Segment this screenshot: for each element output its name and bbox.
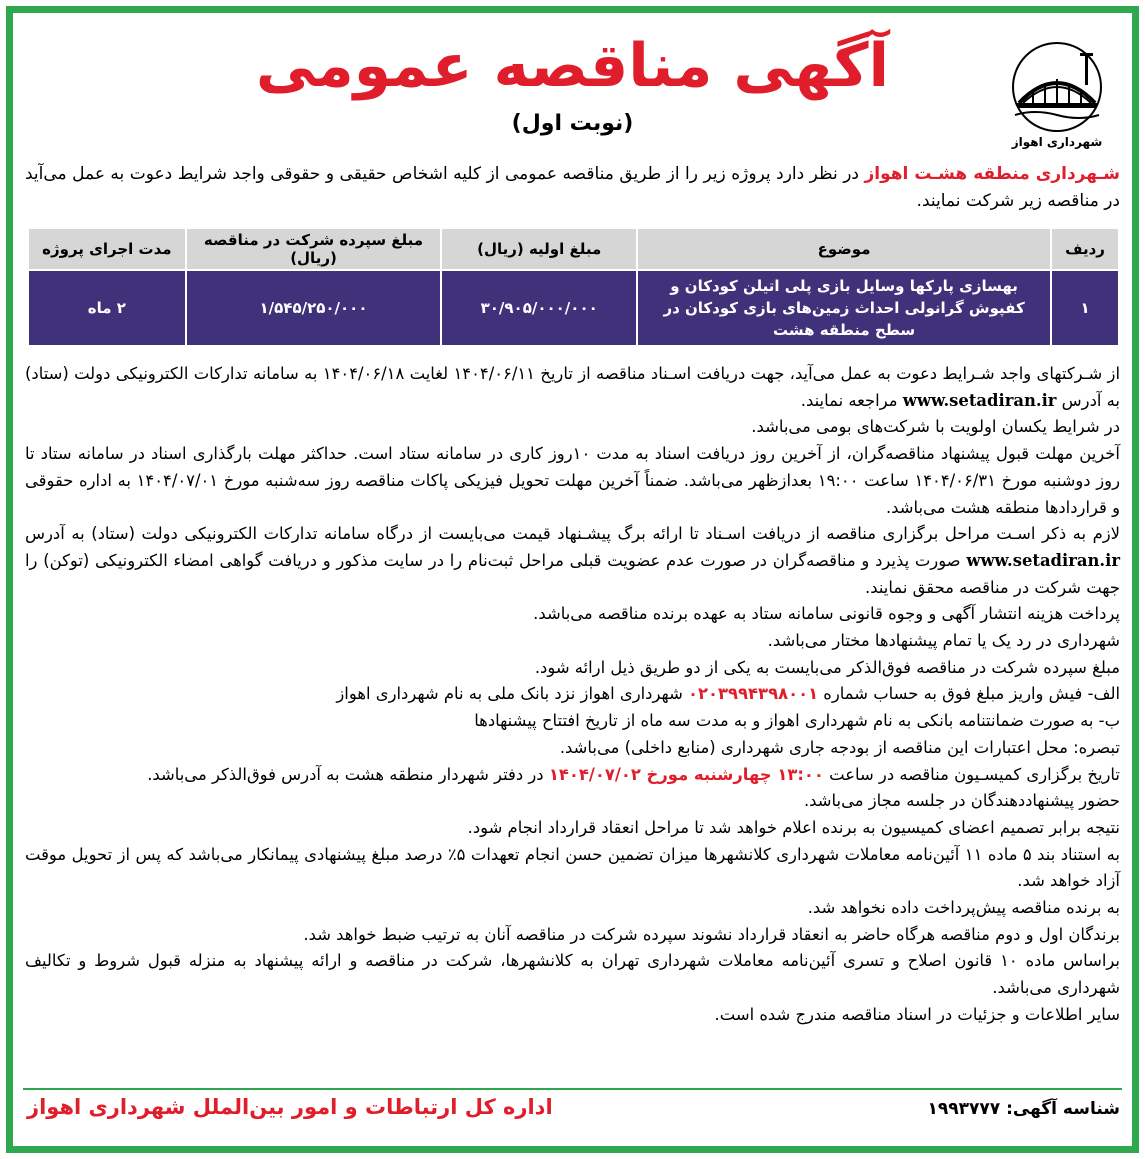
col-index-header: ردیف xyxy=(1051,228,1119,270)
body-paragraph-6: شهرداری در رد یک یا تمام پیشنهادها مختار می‌باشد. xyxy=(767,631,1120,651)
notice-id-label: شناسه آگهی: xyxy=(1000,1099,1120,1119)
cell-duration: ۲ ماه xyxy=(28,270,186,346)
tender-table xyxy=(27,227,1120,347)
body-paragraph-2: در شرایط یکسان اولویت با شرکت‌های بومی می‌باشد. xyxy=(751,417,1120,437)
setad-link-2[interactable]: www.setadiran.ir xyxy=(966,550,1120,570)
p1-text-a: از شـرکتهای واجد شـرایط دعوت به عمل می‌آید، جهت دریافت اسـناد مناقصه از تاریخ ۱۴۰۴/۰۶/۱۱ لغایت ۱۴۰۴/۰۶/۱۸ به سامانه تدارکات الکترونیکی دولت (ستاد) به آدرس xyxy=(25,364,1120,410)
notice-subtitle: (نوبت اول) xyxy=(511,111,634,136)
table-header-row xyxy=(28,228,1119,270)
p4-text-b: صورت پذیرد و مناقصه‌گران در صورت عدم عضویت قبلی مراحل ثبت‌نام را در سایت مذکور و دریافت گواهی امضاء الکترونیکی (توکن) را جهت شرکت در مناقصه محقق نمایند. xyxy=(25,550,1120,597)
body-paragraph-8 xyxy=(25,681,1120,708)
p11-text-b: در دفتر شهردار منطقه هشت به آدرس فوق‌الذکر می‌باشد. xyxy=(147,764,549,784)
col-initial-amount-header: مبلغ اولیه (ریال) xyxy=(441,228,637,270)
cell-initial-amount: ۳۰/۹۰۵/۰۰۰/۰۰۰ xyxy=(441,270,637,346)
body-paragraph-18: سایر اطلاعات و جزئیات در اسناد مناقصه مندرج شده است. xyxy=(714,1004,1120,1024)
notice-id-value: ۱۹۹۳۷۷۷ xyxy=(927,1099,1001,1119)
body-paragraph-4 xyxy=(25,521,1120,601)
col-subject-header: موضوع xyxy=(637,228,1051,270)
notice-title: آگهی مناقصه عمومی xyxy=(255,31,890,101)
body-paragraph-12: حضور پیشنهاددهندگان در جلسه مجاز می‌باشد. xyxy=(803,791,1120,811)
p4-text-a: لازم به ذکر اسـت مراحل برگزاری مناقصه از دریافت اسـناد تا ارائه برگ پیشـنهاد قیمت می‌بایست از درگاه سامانه تدارکات الکترونیکی دولت (ستاد) به آدرس xyxy=(25,524,1120,544)
notice-body xyxy=(25,361,1120,1029)
body-paragraph-1 xyxy=(25,361,1120,414)
body-paragraph-15: به برنده مناقصه پیش‌پرداخت داده نخواهد شد. xyxy=(807,898,1120,918)
body-paragraph-16: برندگان اول و دوم مناقصه هرگاه حاضر به انعقاد قرارداد نشوند سپرده شرکت در مناقصه آنان به ترتیب ضبط خواهد شد. xyxy=(303,924,1120,944)
p8-text-b: شهرداری اهواز نزد بانک ملی به نام شهرداری اهواز xyxy=(336,684,689,704)
body-paragraph-10: تبصره: محل اعتبارات این مناقصه از بودجه جاری شهرداری (منابع داخلی) می‌باشد. xyxy=(559,737,1120,757)
col-deposit-header: مبلغ سپرده شرکت در مناقصه (ریال) xyxy=(186,228,442,270)
intro-text: در نظر دارد پروژه زیر را از طریق مناقصه عمومی از کلیه اشخاص حقیقی و حقوقی واجد شرایط دعوت به عمل می‌آید در مناقصه زیر شرکت نمایند. xyxy=(25,164,1120,211)
footer-organization: اداره کل ارتباطات و امور بین‌الملل شهرداری اهواز xyxy=(27,1095,553,1119)
p11-text-a: تاریخ برگزاری کمیسـیون مناقصه در ساعت xyxy=(823,764,1120,784)
notice-header xyxy=(13,13,1132,163)
body-paragraph-13: نتیجه برابر تصمیم اعضای کمیسیون به برنده اعلام خواهد شد تا مراحل انعقاد قرارداد انجام شود. xyxy=(467,817,1120,837)
footer-divider xyxy=(23,1088,1122,1090)
logo-caption: شهرداری اهواز xyxy=(1011,135,1103,149)
setad-link[interactable]: www.setadiran.ir xyxy=(902,390,1057,410)
body-paragraph-14: به استناد بند ۵ ماده ۱۱ آئین‌نامه معاملات شهرداری کلانشهرها میزان تضمین حسن انجام تعهدات ۵٪ درصد مبلغ پیشنهادی پیمانکار می‌باشد که پس از تحویل موقت آزاد خواهد شد. xyxy=(25,844,1120,891)
intro-org: شـهرداری منطقه هشـت اهواز xyxy=(864,164,1120,184)
cell-subject: بهسازی پارکها وسایل بازی پلی اتیلن کودکان و کفپوش گرانولی احداث زمین‌های بازی کودکان در سطح منطقه هشت xyxy=(637,270,1051,346)
notice-id xyxy=(928,1099,1120,1119)
body-paragraph-3: آخرین مهلت قبول پیشنهاد مناقصه‌گران، از آخرین روز دریافت اسناد به مدت ۱۰روز کاری در سامانه ستاد است. حداکثر مهلت بارگذاری اسناد در سامانه ستاد تا روز دوشنبه مورخ ۱۴۰۴/۰۶/۳۱ ساعت ۱۹:۰۰ بعدازظهر می‌باشد. ضمناً آخرین مهلت تحویل فیزیکی پاکات مناقصه روز سه‌شنبه مورخ ۱۴۰۴/۰۷/۰۱ به اداره حقوقی و قراردادها منطقه هشت می‌باشد. xyxy=(25,444,1121,517)
account-number: ۰۲۰۳۹۹۴۳۹۸۰۰۱ xyxy=(688,684,819,704)
body-paragraph-11 xyxy=(25,762,1120,789)
notice-frame xyxy=(6,6,1139,1153)
table-row xyxy=(28,270,1119,346)
body-paragraph-5: پرداخت هزینه انتشار آگهی و وجوه قانونی سامانه ستاد به عهده برنده مناقصه می‌باشد. xyxy=(533,604,1120,624)
p1-text-b: مراجعه نمایند. xyxy=(800,390,903,410)
p8-text-a: الف- فیش واریز مبلغ فوق به حساب شماره xyxy=(818,684,1120,704)
col-duration-header: مدت اجرای پروژه xyxy=(28,228,186,270)
meeting-datetime: ۱۳:۰۰ چهارشنبه مورخ ۱۴۰۴/۰۷/۰۲ xyxy=(548,764,824,784)
intro-paragraph xyxy=(25,161,1120,215)
cell-index: ۱ xyxy=(1051,270,1119,346)
notice-footer xyxy=(13,1095,1132,1135)
body-paragraph-9: ب- به صورت ضمانتنامه بانکی به نام شهرداری اهواز و به مدت سه ماه از تاریخ افتتاح پیشنهادها xyxy=(474,711,1120,731)
cell-deposit: ۱/۵۴۵/۲۵۰/۰۰۰ xyxy=(186,270,442,346)
body-paragraph-7: مبلغ سپرده شرکت در مناقصه فوق‌الذکر می‌بایست به یکی از دو طریق ذیل ارائه شود. xyxy=(534,657,1120,677)
body-paragraph-17: براساس ماده ۱۰ قانون اصلاح و تسری آئین‌نامه معاملات شهرداری تهران به کلانشهرها، شرکت در مناقصه و ارائه پیشنهاد به منزله قبول شروط و تکالیف شهرداری می‌باشد. xyxy=(25,951,1120,998)
